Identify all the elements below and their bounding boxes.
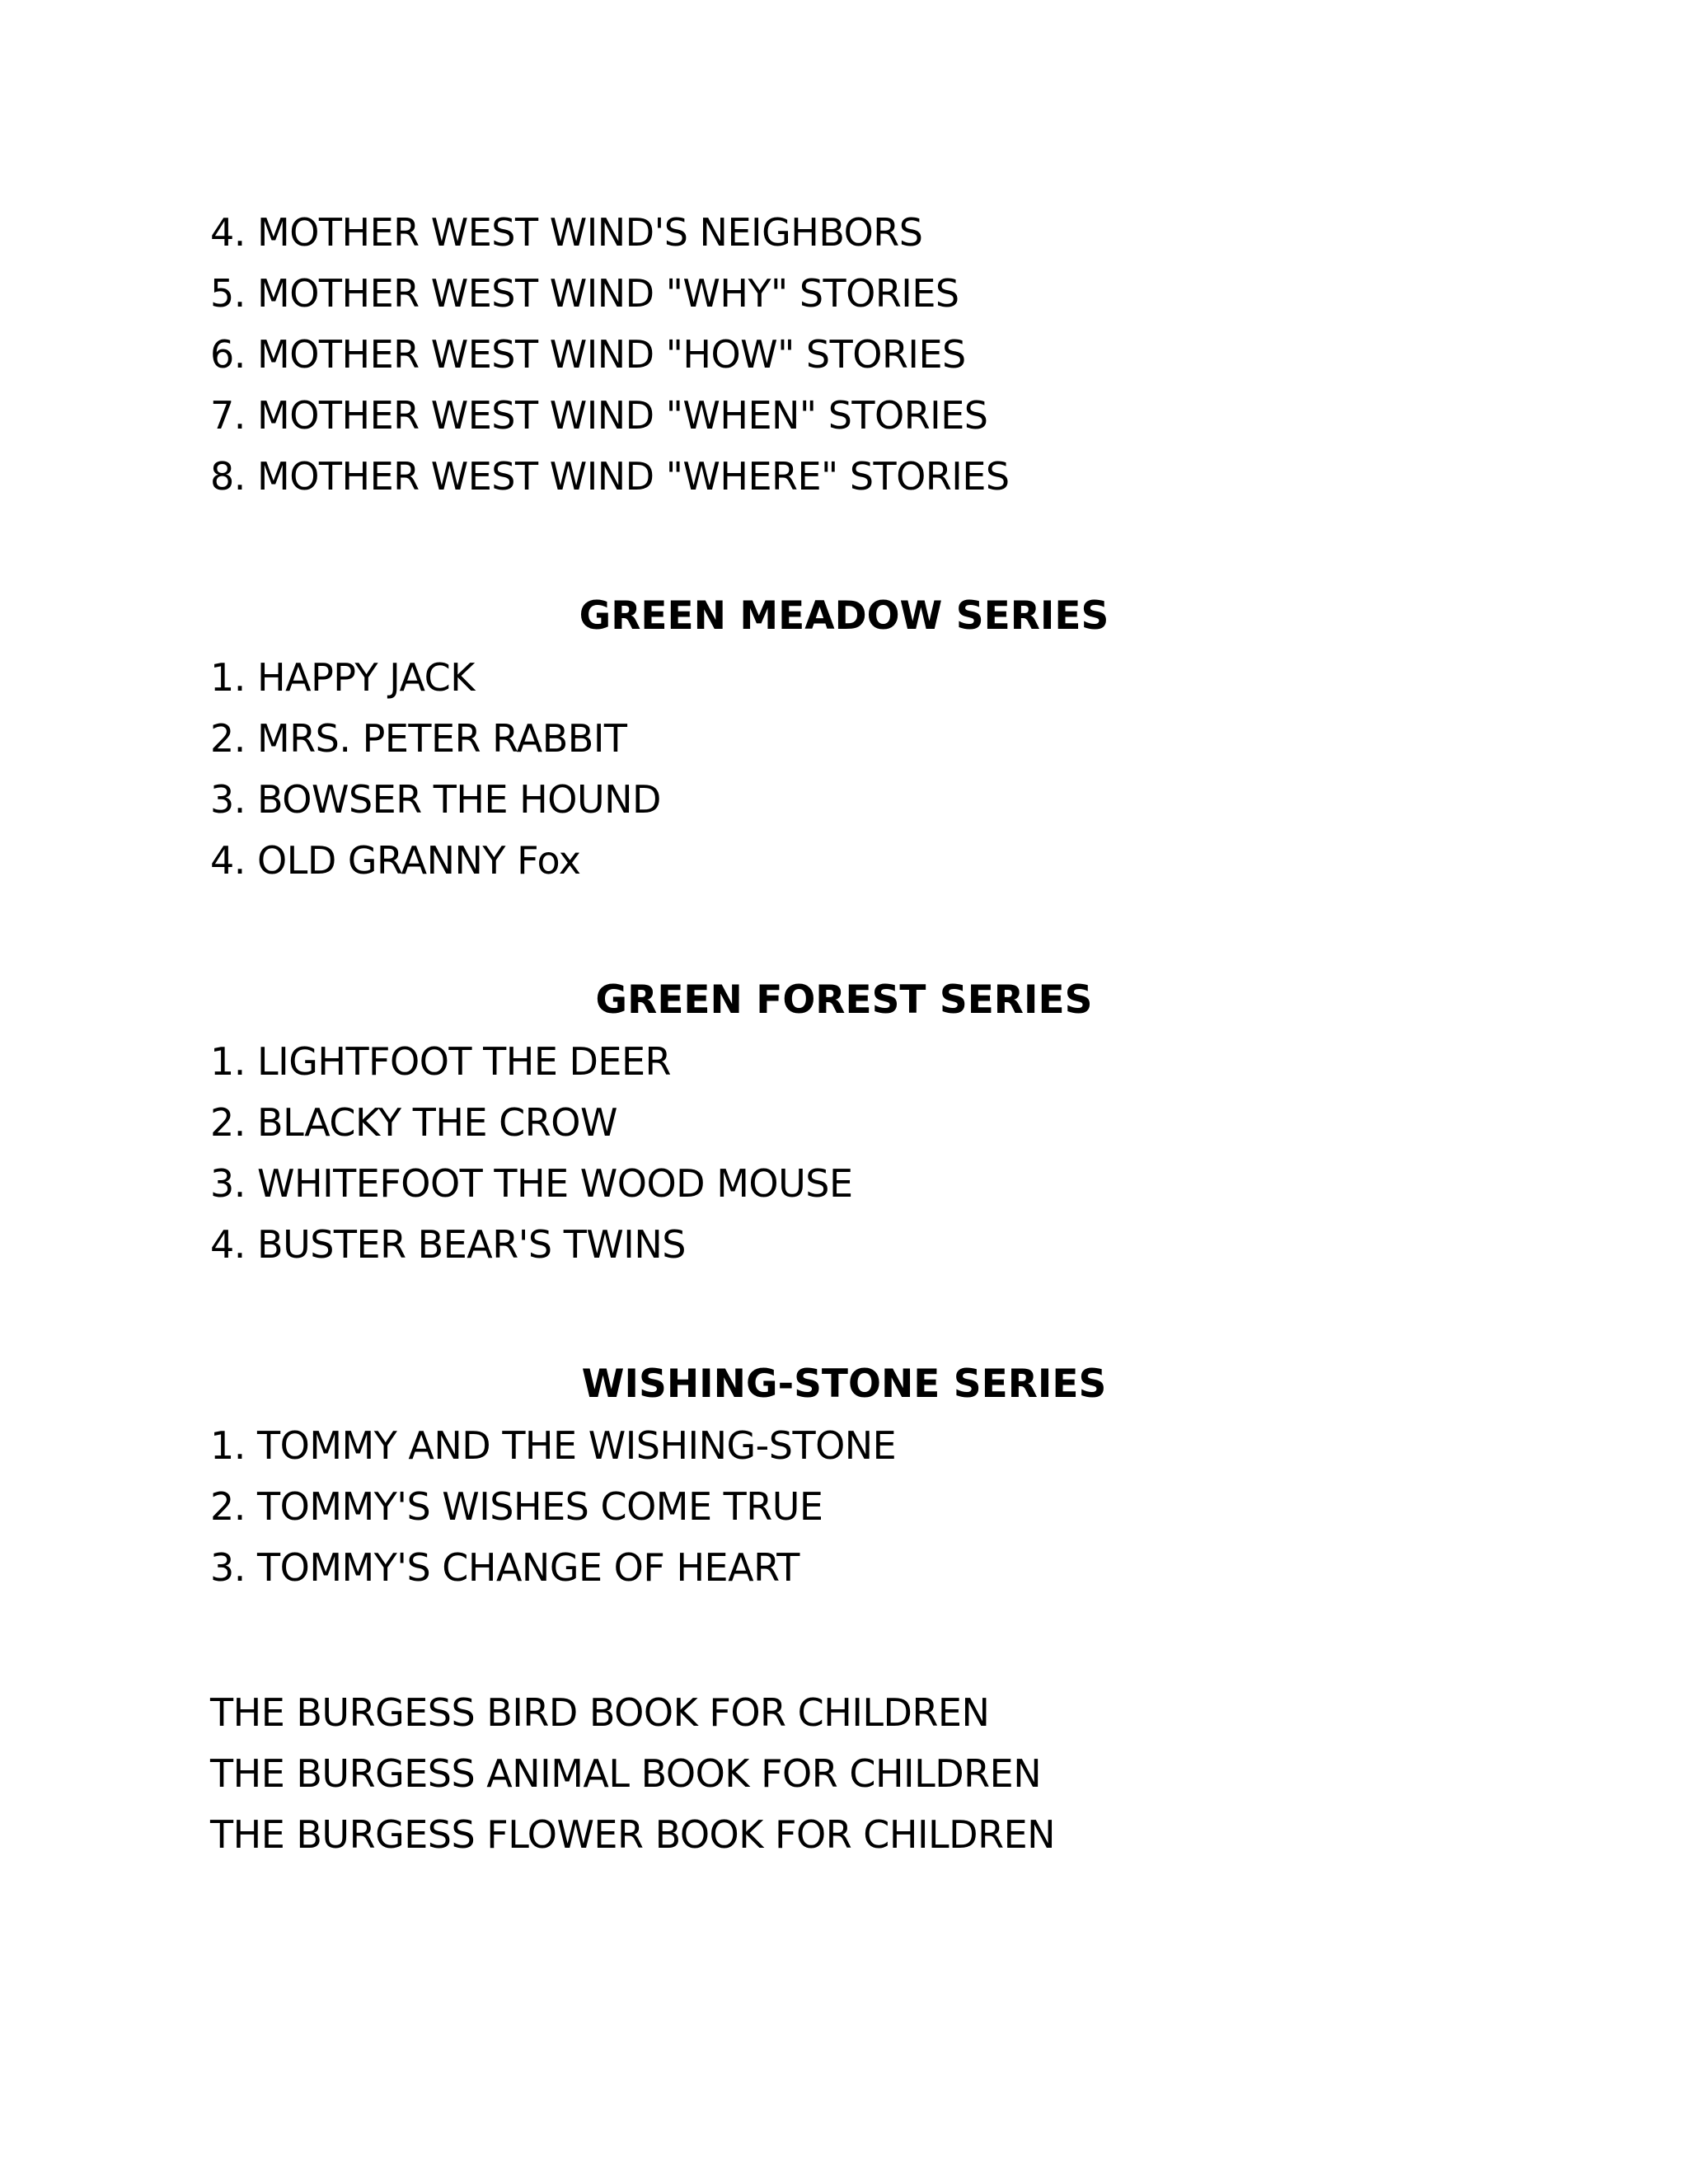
list-item: THE BURGESS BIRD BOOK FOR CHILDREN xyxy=(210,1690,990,1735)
list-item: 1. TOMMY AND THE WISHING-STONE xyxy=(210,1423,897,1468)
section-heading-green-meadow: GREEN MEADOW SERIES xyxy=(579,593,1109,639)
section-heading-green-forest: GREEN FOREST SERIES xyxy=(595,977,1093,1023)
list-item: 6. MOTHER WEST WIND "HOW" STORIES xyxy=(210,332,966,377)
list-item: THE BURGESS ANIMAL BOOK FOR CHILDREN xyxy=(210,1751,1042,1796)
list-item: 4. OLD GRANNY Fox xyxy=(210,838,581,883)
list-item: 2. MRS. PETER RABBIT xyxy=(210,716,627,761)
burgess-books-list xyxy=(210,1682,1479,1865)
green-forest-section xyxy=(210,970,1479,1275)
list-item: 4. BUSTER BEAR'S TWINS xyxy=(210,1222,686,1267)
wishing-stone-section xyxy=(210,1354,1479,1598)
list-item: 3. WHITEFOOT THE WOOD MOUSE xyxy=(210,1161,853,1206)
list-item: 2. TOMMY'S WISHES COME TRUE xyxy=(210,1484,823,1529)
list-item: 2. BLACKY THE CROW xyxy=(210,1100,617,1145)
green-meadow-section xyxy=(210,586,1479,891)
list-item: 3. BOWSER THE HOUND xyxy=(210,777,661,822)
section-heading-wishing-stone: WISHING-STONE SERIES xyxy=(581,1361,1107,1407)
list-item: 3. TOMMY'S CHANGE OF HEART xyxy=(210,1545,799,1590)
book-list-content xyxy=(210,202,1479,1865)
list-item: 8. MOTHER WEST WIND "WHERE" STORIES xyxy=(210,454,1010,499)
mother-west-wind-list xyxy=(210,202,1479,507)
list-item: 7. MOTHER WEST WIND "WHEN" STORIES xyxy=(210,393,988,438)
list-item: 1. LIGHTFOOT THE DEER xyxy=(210,1039,672,1084)
list-item: THE BURGESS FLOWER BOOK FOR CHILDREN xyxy=(210,1812,1056,1857)
list-item: 1. HAPPY JACK xyxy=(210,655,475,700)
list-item: 4. MOTHER WEST WIND'S NEIGHBORS xyxy=(210,210,923,255)
list-item: 5. MOTHER WEST WIND "WHY" STORIES xyxy=(210,271,959,316)
